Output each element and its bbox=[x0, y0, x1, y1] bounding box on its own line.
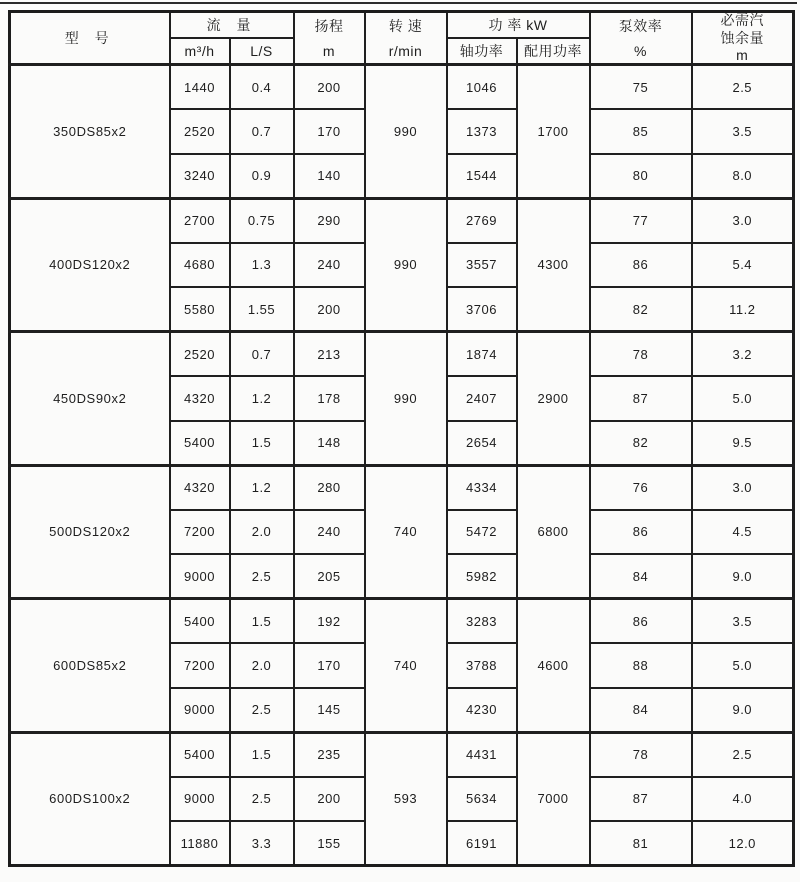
flow-m3h-cell: 5580 bbox=[170, 287, 230, 332]
head-cell: 240 bbox=[294, 510, 365, 555]
col-header-power-label: 功 率 kW bbox=[488, 17, 548, 34]
flow-ls-cell: 0.9 bbox=[230, 154, 294, 199]
head-cell: 200 bbox=[294, 65, 365, 110]
npsh-cell: 3.5 bbox=[692, 599, 794, 644]
npsh-cell: 9.5 bbox=[692, 421, 794, 466]
col-header-flow bbox=[170, 12, 294, 39]
flow-m3h-cell: 5400 bbox=[170, 599, 230, 644]
pump-spec-table bbox=[8, 10, 795, 867]
flow-m3h-cell: 5400 bbox=[170, 732, 230, 777]
head-cell: 155 bbox=[294, 821, 365, 866]
table-header bbox=[10, 12, 794, 65]
head-cell: 240 bbox=[294, 243, 365, 288]
shaft-power-cell: 2407 bbox=[447, 376, 517, 421]
shaft-power-cell: 5472 bbox=[447, 510, 517, 555]
col-header-npsh-unit: m bbox=[736, 47, 749, 64]
table-row bbox=[10, 599, 794, 644]
npsh-cell: 3.5 bbox=[692, 109, 794, 154]
npsh-cell: 5.0 bbox=[692, 643, 794, 688]
head-cell: 192 bbox=[294, 599, 365, 644]
shaft-power-cell: 3283 bbox=[447, 599, 517, 644]
col-header-rated-power: 配用功率 bbox=[517, 38, 590, 65]
efficiency-cell: 88 bbox=[590, 643, 692, 688]
flow-ls-cell: 0.75 bbox=[230, 198, 294, 243]
flow-m3h-cell: 7200 bbox=[170, 510, 230, 555]
col-header-head-label: 扬程 bbox=[314, 17, 344, 34]
efficiency-cell: 78 bbox=[590, 732, 692, 777]
table-row bbox=[10, 198, 794, 243]
efficiency-cell: 85 bbox=[590, 109, 692, 154]
col-header-flow-label: 流 量 bbox=[206, 17, 257, 34]
rated-power-cell: 1700 bbox=[517, 65, 590, 199]
flow-ls-cell: 2.5 bbox=[230, 688, 294, 733]
col-header-efficiency-unit: % bbox=[634, 42, 647, 59]
flow-m3h-cell: 1440 bbox=[170, 65, 230, 110]
efficiency-cell: 78 bbox=[590, 332, 692, 377]
flow-ls-cell: 3.3 bbox=[230, 821, 294, 866]
flow-ls-cell: 2.5 bbox=[230, 777, 294, 822]
flow-ls-cell: 1.55 bbox=[230, 287, 294, 332]
flow-m3h-cell: 4680 bbox=[170, 243, 230, 288]
model-cell: 400DS120x2 bbox=[10, 198, 170, 332]
npsh-cell: 11.2 bbox=[692, 287, 794, 332]
shaft-power-cell: 5634 bbox=[447, 777, 517, 822]
flow-ls-cell: 1.5 bbox=[230, 599, 294, 644]
table-row bbox=[10, 332, 794, 377]
efficiency-cell: 84 bbox=[590, 554, 692, 599]
head-cell: 178 bbox=[294, 376, 365, 421]
shaft-power-cell: 3557 bbox=[447, 243, 517, 288]
efficiency-cell: 82 bbox=[590, 287, 692, 332]
efficiency-cell: 82 bbox=[590, 421, 692, 466]
flow-ls-cell: 2.0 bbox=[230, 643, 294, 688]
flow-ls-cell: 1.5 bbox=[230, 421, 294, 466]
shaft-power-cell: 1373 bbox=[447, 109, 517, 154]
shaft-power-cell: 2654 bbox=[447, 421, 517, 466]
model-cell: 450DS90x2 bbox=[10, 332, 170, 466]
speed-cell: 990 bbox=[365, 198, 447, 332]
flow-m3h-cell: 3240 bbox=[170, 154, 230, 199]
head-cell: 200 bbox=[294, 287, 365, 332]
head-cell: 213 bbox=[294, 332, 365, 377]
col-header-shaft-power: 轴功率 bbox=[447, 38, 517, 65]
shaft-power-cell: 6191 bbox=[447, 821, 517, 866]
page-top-rule bbox=[0, 2, 797, 4]
flow-ls-cell: 2.5 bbox=[230, 554, 294, 599]
col-header-npsh bbox=[692, 12, 794, 65]
flow-m3h-cell: 11880 bbox=[170, 821, 230, 866]
col-header-speed-label: 转 速 bbox=[388, 17, 423, 34]
efficiency-cell: 76 bbox=[590, 465, 692, 510]
head-cell: 170 bbox=[294, 109, 365, 154]
col-header-flow-ls: L/S bbox=[230, 38, 294, 65]
npsh-cell: 8.0 bbox=[692, 154, 794, 199]
efficiency-cell: 87 bbox=[590, 376, 692, 421]
efficiency-cell: 84 bbox=[590, 688, 692, 733]
col-header-flow-m3h: m³/h bbox=[170, 38, 230, 65]
shaft-power-cell: 4230 bbox=[447, 688, 517, 733]
flow-ls-cell: 0.7 bbox=[230, 109, 294, 154]
shaft-power-cell: 3706 bbox=[447, 287, 517, 332]
npsh-cell: 4.5 bbox=[692, 510, 794, 555]
col-header-head bbox=[294, 12, 365, 65]
head-cell: 235 bbox=[294, 732, 365, 777]
speed-cell: 990 bbox=[365, 65, 447, 199]
npsh-cell: 3.2 bbox=[692, 332, 794, 377]
shaft-power-cell: 5982 bbox=[447, 554, 517, 599]
head-cell: 145 bbox=[294, 688, 365, 733]
flow-m3h-cell: 2520 bbox=[170, 332, 230, 377]
flow-ls-cell: 1.5 bbox=[230, 732, 294, 777]
col-header-speed-unit: r/min bbox=[388, 42, 423, 59]
shaft-power-cell: 2769 bbox=[447, 198, 517, 243]
flow-m3h-cell: 9000 bbox=[170, 554, 230, 599]
rated-power-cell: 6800 bbox=[517, 465, 590, 599]
speed-cell: 740 bbox=[365, 465, 447, 599]
head-cell: 205 bbox=[294, 554, 365, 599]
model-cell: 500DS120x2 bbox=[10, 465, 170, 599]
speed-cell: 593 bbox=[365, 732, 447, 866]
flow-ls-cell: 0.7 bbox=[230, 332, 294, 377]
npsh-cell: 3.0 bbox=[692, 198, 794, 243]
col-header-head-unit: m bbox=[322, 42, 336, 59]
flow-ls-cell: 1.2 bbox=[230, 465, 294, 510]
col-header-speed bbox=[365, 12, 447, 65]
head-cell: 170 bbox=[294, 643, 365, 688]
flow-ls-cell: 2.0 bbox=[230, 510, 294, 555]
flow-m3h-cell: 2520 bbox=[170, 109, 230, 154]
col-header-efficiency-label: 泵效率 bbox=[618, 17, 663, 34]
shaft-power-cell: 1046 bbox=[447, 65, 517, 110]
npsh-cell: 5.4 bbox=[692, 243, 794, 288]
shaft-power-cell: 4334 bbox=[447, 465, 517, 510]
npsh-cell: 3.0 bbox=[692, 465, 794, 510]
model-cell: 350DS85x2 bbox=[10, 65, 170, 199]
head-cell: 290 bbox=[294, 198, 365, 243]
npsh-cell: 2.5 bbox=[692, 65, 794, 110]
efficiency-cell: 80 bbox=[590, 154, 692, 199]
head-cell: 140 bbox=[294, 154, 365, 199]
flow-m3h-cell: 9000 bbox=[170, 777, 230, 822]
table-row bbox=[10, 65, 794, 110]
speed-cell: 990 bbox=[365, 332, 447, 466]
head-cell: 148 bbox=[294, 421, 365, 466]
col-header-model bbox=[10, 12, 170, 65]
col-header-model-label: 型 号 bbox=[64, 30, 115, 47]
rated-power-cell: 4300 bbox=[517, 198, 590, 332]
shaft-power-cell: 1874 bbox=[447, 332, 517, 377]
npsh-cell: 9.0 bbox=[692, 554, 794, 599]
flow-ls-cell: 1.2 bbox=[230, 376, 294, 421]
shaft-power-cell: 3788 bbox=[447, 643, 517, 688]
head-cell: 200 bbox=[294, 777, 365, 822]
flow-m3h-cell: 7200 bbox=[170, 643, 230, 688]
header-row-1 bbox=[10, 12, 794, 39]
col-header-npsh-line1: 必需汽 bbox=[720, 12, 765, 28]
npsh-cell: 4.0 bbox=[692, 777, 794, 822]
table-body bbox=[10, 65, 794, 866]
flow-m3h-cell: 4320 bbox=[170, 465, 230, 510]
col-header-npsh-line2: 蚀余量 bbox=[720, 29, 765, 46]
rated-power-cell: 7000 bbox=[517, 732, 590, 866]
col-header-efficiency bbox=[590, 12, 692, 65]
efficiency-cell: 86 bbox=[590, 599, 692, 644]
rated-power-cell: 4600 bbox=[517, 599, 590, 733]
head-cell: 280 bbox=[294, 465, 365, 510]
model-cell: 600DS100x2 bbox=[10, 732, 170, 866]
flow-m3h-cell: 9000 bbox=[170, 688, 230, 733]
flow-m3h-cell: 5400 bbox=[170, 421, 230, 466]
efficiency-cell: 75 bbox=[590, 65, 692, 110]
flow-m3h-cell: 2700 bbox=[170, 198, 230, 243]
flow-m3h-cell: 4320 bbox=[170, 376, 230, 421]
table-row bbox=[10, 465, 794, 510]
npsh-cell: 5.0 bbox=[692, 376, 794, 421]
model-cell: 600DS85x2 bbox=[10, 599, 170, 733]
flow-ls-cell: 0.4 bbox=[230, 65, 294, 110]
npsh-cell: 2.5 bbox=[692, 732, 794, 777]
col-header-power bbox=[447, 12, 590, 39]
npsh-cell: 12.0 bbox=[692, 821, 794, 866]
shaft-power-cell: 4431 bbox=[447, 732, 517, 777]
speed-cell: 740 bbox=[365, 599, 447, 733]
efficiency-cell: 86 bbox=[590, 243, 692, 288]
npsh-cell: 9.0 bbox=[692, 688, 794, 733]
efficiency-cell: 81 bbox=[590, 821, 692, 866]
table-row bbox=[10, 732, 794, 777]
efficiency-cell: 77 bbox=[590, 198, 692, 243]
rated-power-cell: 2900 bbox=[517, 332, 590, 466]
efficiency-cell: 87 bbox=[590, 777, 692, 822]
efficiency-cell: 86 bbox=[590, 510, 692, 555]
shaft-power-cell: 1544 bbox=[447, 154, 517, 199]
flow-ls-cell: 1.3 bbox=[230, 243, 294, 288]
